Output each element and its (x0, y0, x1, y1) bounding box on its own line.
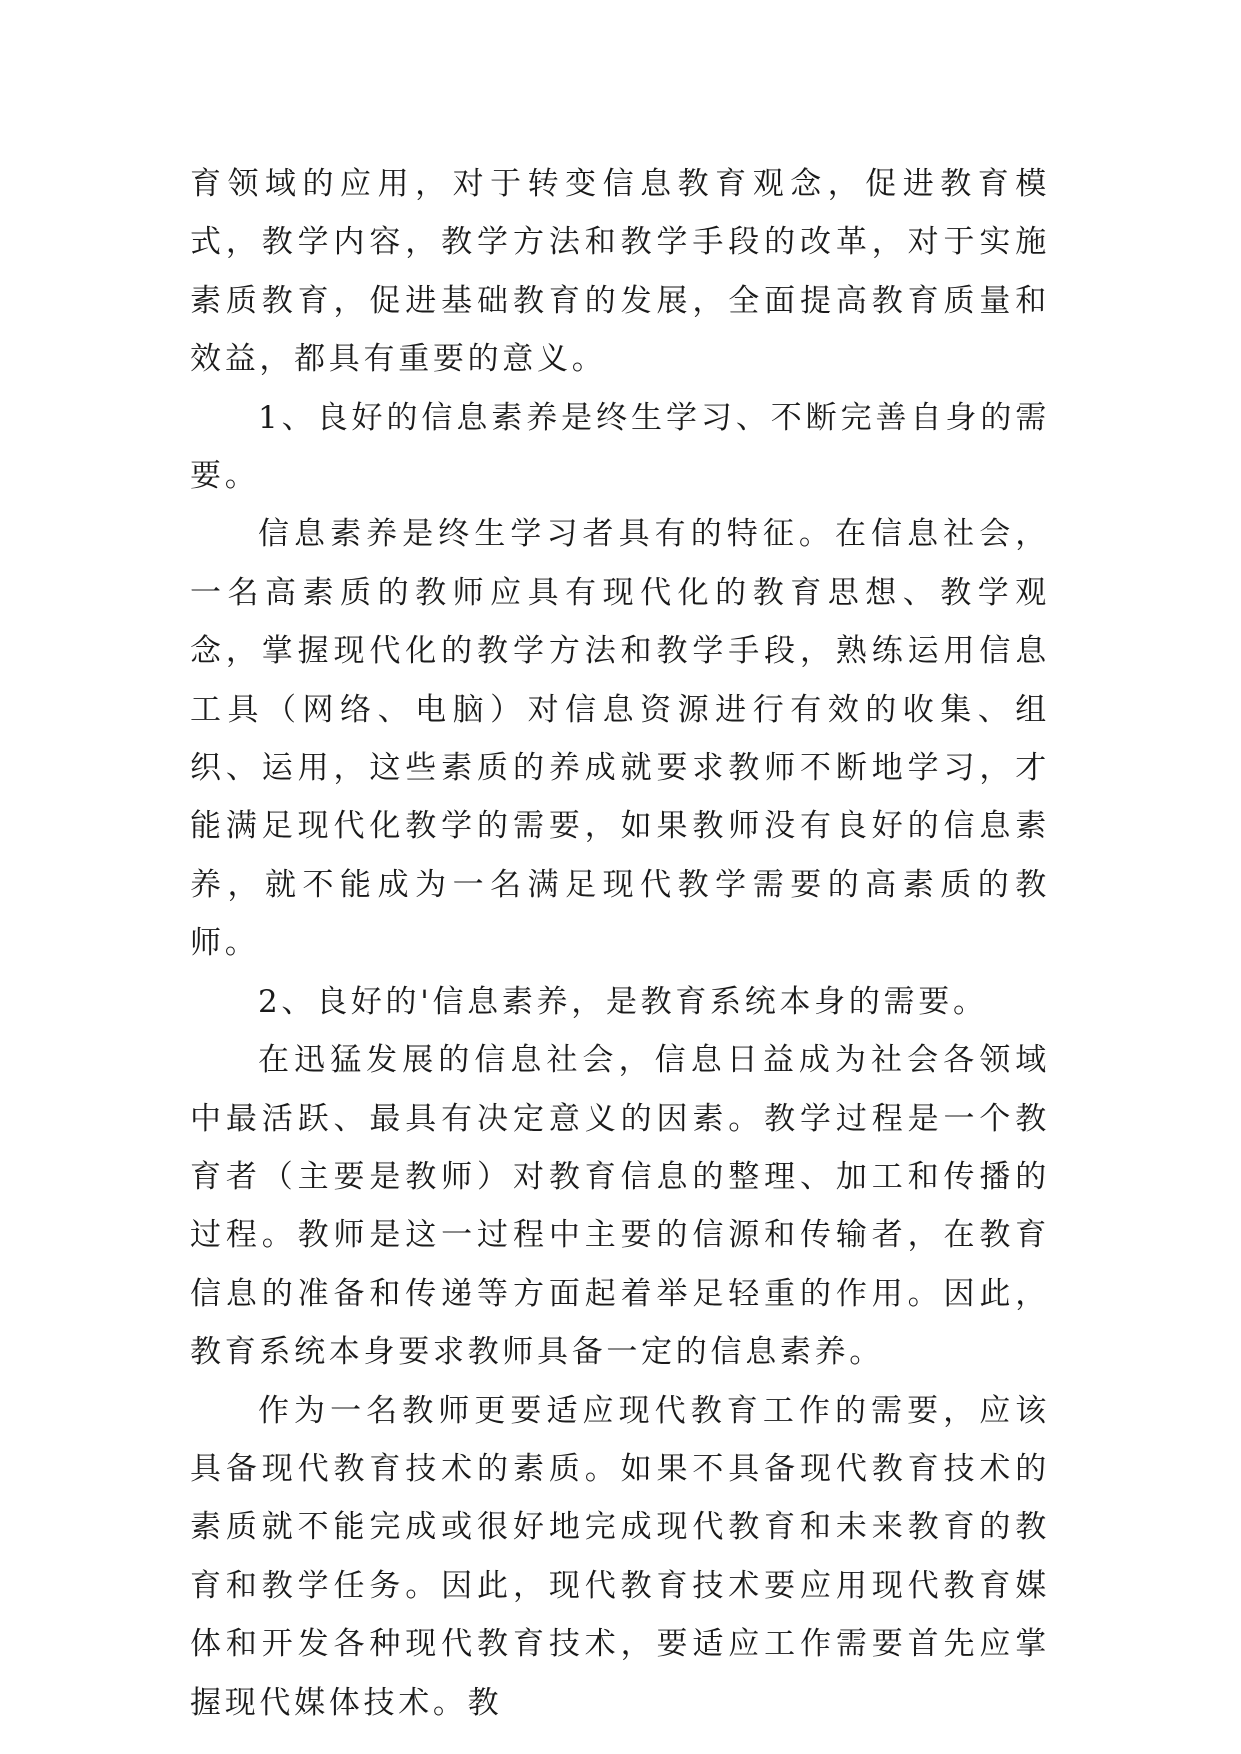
paragraph-body-3: 作为一名教师更要适应现代教育工作的需要，应该具备现代教育技术的素质。如果不具备现代教育技术的素质就不能完成或很好地完成现代教育和未来教育的教育和教学任务。因此，现代教育技术要应用现代教育媒体和开发各种现代教育技术，要适应工作需要首先应掌握现代媒体技术。教 (190, 1392, 1050, 1721)
paragraph-continuation: 育领域的应用，对于转变信息教育观念，促进教育模式，教学内容，教学方法和教学手段的改革，对于实施素质教育，促进基础教育的发展，全面提高教育质量和效益，都具有重要的意义。 (190, 166, 1050, 378)
document-body (190, 155, 1050, 1732)
paragraph-body-1: 信息素养是终生学习者具有的特征。在信息社会，一名高素质的教师应具有现代化的教育思想、教学观念，掌握现代化的教学方法和教学手段，熟练运用信息工具（网络、电脑）对信息资源进行有效的收集、组织、运用，这些素质的养成就要求教师不断地学习，才能满足现代化教学的需要，如果教师没有良好的信息素养，就不能成为一名满足现代教学需要的高素质的教师。 (190, 516, 1050, 962)
paragraph-heading-2: 2、良好的'信息素养，是教育系统本身的需要。 (258, 983, 988, 1020)
paragraph-body-2: 在迅猛发展的信息社会，信息日益成为社会各领域中最活跃、最具有决定意义的因素。教学过程是一个教育者（主要是教师）对教育信息的整理、加工和传播的过程。教师是这一过程中主要的信源和传输者，在教育信息的准备和传递等方面起着举足轻重的作用。因此，教育系统本身要求教师具备一定的信息素养。 (190, 1042, 1050, 1371)
paragraph-heading-1: 1、良好的信息素养是终生学习、不断完善自身的需要。 (190, 399, 1050, 495)
